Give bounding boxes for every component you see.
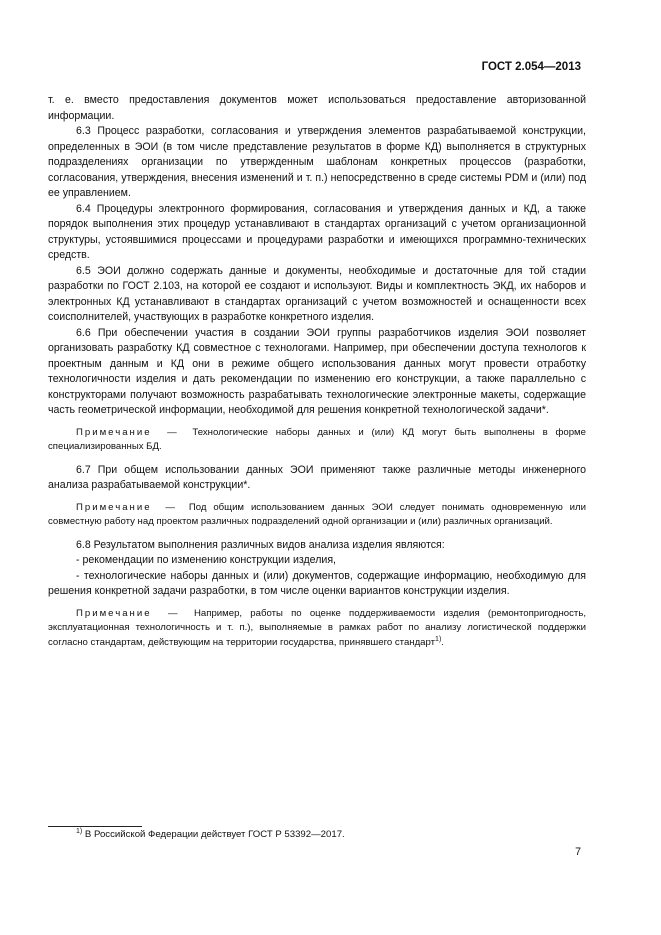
note-2 xyxy=(48,501,586,530)
list-item-tech-datasets: - технологические наборы данных и (или) документов, содержащие информацию, необходимую для решения конкретной задачи разработки, в том числе оценки вариантов конструкции изделия. xyxy=(48,569,586,597)
note-3-end: . xyxy=(441,636,444,648)
footnote-mark: 1) xyxy=(76,827,83,835)
paragraph-6-5: 6.5 ЭОИ должно содержать данные и документы, необходимые и достаточные для той стадии разработки по ГОСТ 2.103, на которой ее создают и используют. Виды и комплектность ЭКД, их наборов и электронных КД устанавливают в стандартах организаций с учетом возможностей и оснащенности всех соисполнителей, участвующих в разработке конкретного изделия. xyxy=(48,264,586,323)
footnote-text: В Российской Федерации действует ГОСТ Р 53392—2017. xyxy=(84,829,345,840)
page-number: 7 xyxy=(575,846,581,858)
footnote xyxy=(76,828,345,841)
paragraph-6-8: 6.8 Результатом выполнения различных видов анализа изделия являются: xyxy=(76,538,445,551)
footnote-separator xyxy=(48,826,142,827)
paragraph-continuation: т. е. вместо предоставления документов может использоваться предоставление авторизованной информации. xyxy=(48,94,586,122)
note-label: Примечание xyxy=(76,426,152,438)
note-1-text: Технологические наборы данных и (или) КД могут быть выполнены в форме специализированных БД. xyxy=(48,426,586,452)
note-3 xyxy=(48,607,586,651)
list-item-recommendations: - рекомендации по изменению конструкции изделия, xyxy=(76,554,337,566)
note-dash: — xyxy=(167,426,177,438)
note-dash: — xyxy=(165,501,175,513)
note-2-text: Под общим использованием данных ЭОИ следует понимать одновременную или совместную работу над проектом различных подразделений одной организации и (или) различных организаций. xyxy=(48,501,586,527)
note-label: Примечание xyxy=(76,607,152,619)
note-dash: — xyxy=(167,607,178,619)
note-label: Примечание xyxy=(76,501,152,513)
paragraph-6-4: 6.4 Процедуры электронного формирования, согласования и утверждения данных и КД, а также порядок выполнения этих процедур устанавливают в стандартах организаций с учетом организационной структуры, устоявшимися процессами и процедурами разработки и имеющихся программно-технических средств. xyxy=(48,202,586,261)
paragraph-6-6: 6.6 При обеспечении участия в создании ЭОИ группы разработчиков изделия ЭОИ позволяет организовать разработку КД совместное с технологами. Например, при обеспечении доступа технологов к проектным данным и КД они в режиме общего использования данных могут провести отработку технологичности изделия и дать рекомендации по изменению его конструкции, а также параллельно с конструкторами получают возможность разрабатывать технологические электронные макеты, содержащие часть геометрической информации, необходимой для решения конкретной технологической задачи*. xyxy=(48,326,586,416)
paragraph-6-3: 6.3 Процесс разработки, согласования и утверждения элементов разрабатываемой конструкции, определенных в ЭОИ (в том числе представление результатов в форме КД) выполняется в структурных подразделениях организации по утвержденным шаблонам конкретных процессов (разработки, согласования, утверждения, внесения изменений и т. п.) непосредственно в среде системы PDM и (или) под ее управлением. xyxy=(48,125,586,199)
note-3-text: Например, работы по оценке поддерживаемости изделия (ремонтопригодность, эксплуатационная технологичность и т. п.), выполняемые в рамках работ по анализу логистической поддержки согласно стандартам, действующим на территории государства, принявшего стандарт xyxy=(48,607,586,648)
note-1 xyxy=(48,426,586,455)
document-code-header: ГОСТ 2.054—2013 xyxy=(481,61,581,73)
footnote-ref: 1) xyxy=(435,635,442,643)
paragraph-6-7: 6.7 При общем использовании данных ЭОИ применяют также различные методы инженерного анализа разрабатываемой конструкции*. xyxy=(48,463,586,491)
document-body xyxy=(48,93,586,658)
